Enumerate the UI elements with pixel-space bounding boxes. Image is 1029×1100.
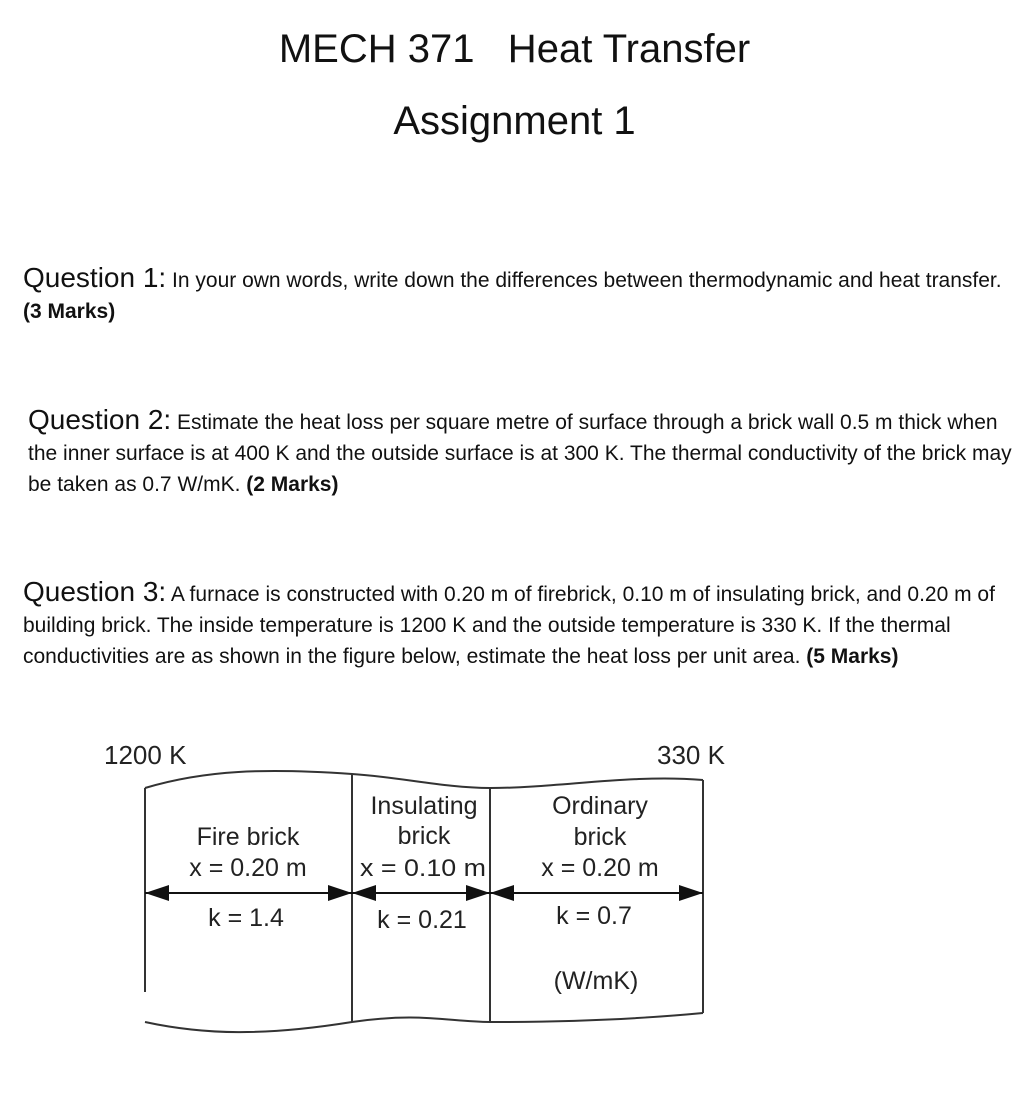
question-3-label: Question 3:	[23, 576, 167, 607]
layer-2-name-line1: Insulating	[370, 792, 478, 820]
arrowhead-left-2	[352, 885, 376, 901]
question-1	[23, 262, 1013, 327]
arrowhead-left-1	[145, 885, 169, 901]
layer-3-name-line1: Ordinary	[552, 792, 648, 820]
arrowhead-right-1	[328, 885, 352, 901]
question-3-text: A furnace is constructed with 0.20 m of firebrick, 0.10 m of insulating brick, and 0.20 m of building brick. The inside temperature is 1200 K and the outside temperature is 330 K. If the thermal conductivities are as shown in the figure below, estimate the heat loss per unit area.	[23, 583, 995, 668]
outside-temperature-label: 330 K	[657, 740, 725, 770]
layer-1-thickness: x = 0.20 m	[189, 854, 307, 882]
wall-top-edge	[145, 771, 703, 788]
course-title: MECH 371 Heat Transfer	[278, 27, 751, 71]
layer-2-conductivity: k = 0.21	[377, 906, 467, 934]
arrowhead-right-2	[466, 885, 490, 901]
inside-temperature-label: 1200 K	[104, 740, 187, 770]
arrowhead-right-3	[679, 885, 703, 901]
layer-3-name-line2: brick	[573, 823, 627, 851]
assignment-title: Assignment 1	[393, 99, 636, 143]
layer-2-thickness: x = 0.10 m	[360, 855, 486, 882]
wall-bottom-edge	[145, 1013, 703, 1032]
question-3-marks: (5 Marks)	[806, 645, 899, 668]
question-1-text: In your own words, write down the differences between thermodynamic and heat transfer.	[166, 269, 1002, 292]
question-2-marks: (2 Marks)	[246, 473, 339, 496]
arrowhead-left-3	[490, 885, 514, 901]
layer-3-conductivity: k = 0.7	[556, 902, 632, 930]
question-1-marks: (3 Marks)	[23, 300, 116, 323]
question-2-label: Question 2:	[28, 404, 172, 435]
question-2-text: Estimate the heat loss per square metre of surface through a brick wall 0.5 m thick when the inner surface is at 400 K and the outside surface is at 300 K. The thermal conductivity of the brick may be taken as 0.7 W/mK.	[28, 411, 1012, 496]
question-2	[28, 404, 1018, 500]
layer-2-name-line2: brick	[397, 822, 451, 850]
question-1-label: Question 1:	[23, 262, 167, 293]
layer-3-thickness: x = 0.20 m	[541, 854, 659, 882]
question-3	[23, 576, 1013, 672]
conductivity-units: (W/mK)	[553, 967, 639, 995]
layer-1-conductivity: k = 1.4	[208, 904, 284, 932]
layer-1-name: Fire brick	[196, 823, 300, 851]
furnace-wall-figure	[0, 730, 760, 1050]
